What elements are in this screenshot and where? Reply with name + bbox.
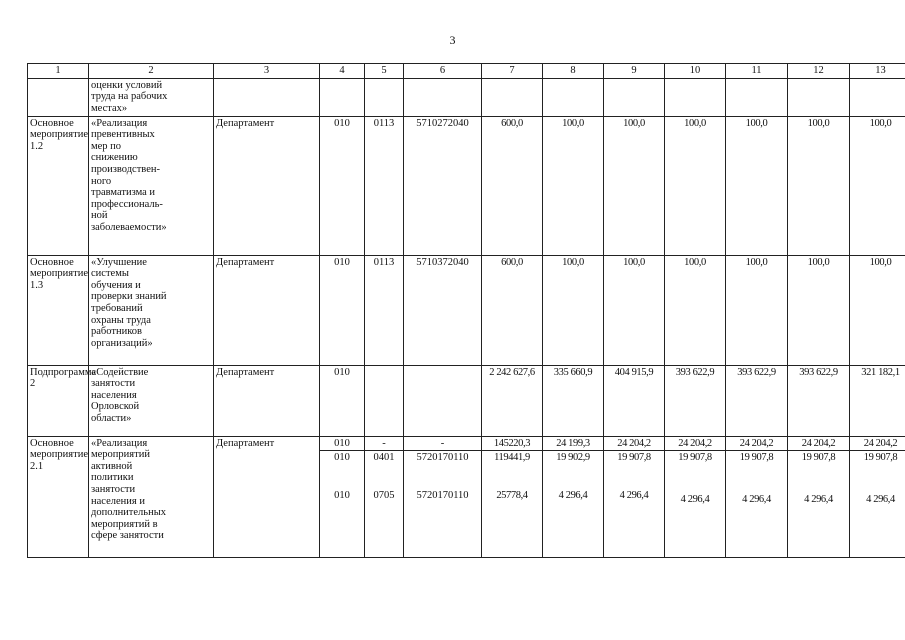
header-cell: 4 — [320, 64, 365, 79]
row-title: «Содействие занятости населения Орловской области» — [89, 365, 214, 436]
row-name: Подпрограмма 2 — [28, 365, 89, 436]
value-cell: 119441,9 — [494, 452, 530, 464]
value-cell: 24 204,2 — [850, 436, 905, 451]
header-cell: 3 — [214, 64, 320, 79]
row-name: Основное мероприятие 1.2 — [28, 116, 89, 255]
value-cell: 100,0 — [726, 255, 788, 365]
continuation-row — [28, 78, 905, 116]
value-cell: 4 296,4 — [680, 493, 710, 505]
value-group — [788, 451, 850, 558]
value-cell: 404 915,9 — [604, 365, 665, 436]
table-row-total — [28, 436, 905, 451]
value-cell: 24 199,3 — [543, 436, 604, 451]
value-cell: 100,0 — [788, 116, 850, 255]
value-cell: 25778,4 — [496, 489, 528, 501]
value-group — [726, 451, 788, 558]
value-group — [482, 451, 543, 558]
code-target: 5710372040 — [404, 255, 482, 365]
code-target: 5710272040 — [404, 116, 482, 255]
table-row — [28, 255, 905, 365]
value-cell: 100,0 — [604, 255, 665, 365]
value-cell: 600,0 — [482, 116, 543, 255]
row-name: Основное мероприятие 2.1 — [28, 436, 89, 558]
row-responsible: Департамент — [214, 255, 320, 365]
code-grbs: 010 — [320, 116, 365, 255]
header-cell: 7 — [482, 64, 543, 79]
value-cell: 100,0 — [665, 255, 726, 365]
code-target — [404, 365, 482, 436]
value-cell: 145220,3 — [482, 436, 543, 451]
table-row — [28, 116, 905, 255]
header-cell: 13 — [850, 64, 905, 79]
continuation-text: оценки условий труда на рабочих местах» — [89, 78, 214, 116]
header-cell: 12 — [788, 64, 850, 79]
value-cell: 24 204,2 — [788, 436, 850, 451]
value-cell: 19 907,8 — [739, 452, 774, 464]
value-cell: 4 296,4 — [558, 489, 588, 501]
header-cell: 10 — [665, 64, 726, 79]
code-target: 5720170110 — [416, 452, 469, 464]
code-section: 0113 — [365, 116, 404, 255]
value-cell: 393 622,9 — [726, 365, 788, 436]
code-grbs: 010 — [334, 489, 350, 501]
code-section: 0401 — [373, 452, 395, 464]
code-section-group — [365, 451, 404, 558]
header-row — [28, 64, 905, 79]
header-cell: 11 — [726, 64, 788, 79]
header-cell: 1 — [28, 64, 89, 79]
value-cell: 4 296,4 — [804, 493, 833, 505]
row-responsible: Департамент — [214, 116, 320, 255]
value-cell: 335 660,9 — [543, 365, 604, 436]
table-row — [28, 365, 905, 436]
page-number: 3 — [449, 33, 456, 47]
value-cell: 19 907,8 — [863, 452, 898, 464]
value-cell: 24 204,2 — [604, 436, 665, 451]
budget-table — [27, 63, 905, 558]
header-cell: 5 — [365, 64, 404, 79]
value-cell: 100,0 — [543, 255, 604, 365]
code-section: 0705 — [373, 489, 395, 501]
value-cell: 100,0 — [788, 255, 850, 365]
row-responsible: Департамент — [214, 436, 320, 558]
code-grbs: 010 — [320, 255, 365, 365]
row-title: «Улучшение системы обучения и проверки знаний требований охраны труда работников организаций» — [89, 255, 214, 365]
row-name: Основное мероприятие 1.3 — [28, 255, 89, 365]
value-cell: 4 296,4 — [619, 489, 649, 501]
value-cell: 19 907,8 — [801, 452, 836, 464]
value-cell: 100,0 — [543, 116, 604, 255]
value-cell: 100,0 — [665, 116, 726, 255]
code-grbs: 010 — [334, 452, 350, 464]
code-target: - — [404, 436, 482, 451]
value-cell: 100,0 — [850, 255, 905, 365]
value-cell: 4 296,4 — [866, 493, 895, 505]
header-cell: 6 — [404, 64, 482, 79]
code-target: 5720170110 — [416, 489, 469, 501]
value-cell: 4 296,4 — [742, 493, 771, 505]
header-cell: 8 — [543, 64, 604, 79]
header-cell: 2 — [89, 64, 214, 79]
code-section: 0113 — [365, 255, 404, 365]
header-cell: 9 — [604, 64, 665, 79]
value-cell: 393 622,9 — [665, 365, 726, 436]
value-group — [665, 451, 726, 558]
value-cell: 24 204,2 — [726, 436, 788, 451]
row-title: «Реализация превентивных мер по снижению производствен- ного травматизма и профессиональ- ной заболеваемости» — [89, 116, 214, 255]
row-responsible: Департамент — [214, 365, 320, 436]
value-cell: 393 622,9 — [788, 365, 850, 436]
code-section: - — [365, 436, 404, 451]
code-target-group — [404, 451, 482, 558]
value-cell: 100,0 — [726, 116, 788, 255]
value-cell: 100,0 — [604, 116, 665, 255]
value-group — [604, 451, 665, 558]
value-cell: 321 182,1 — [850, 365, 905, 436]
value-cell: 24 204,2 — [665, 436, 726, 451]
code-grbs: 010 — [320, 365, 365, 436]
row-title: «Реализация мероприятий активной политики занятости населения и дополнительных мероприятий в сфере занятости — [89, 436, 214, 558]
value-cell: 600,0 — [482, 255, 543, 365]
value-cell: 19 902,9 — [556, 452, 590, 464]
code-grbs-group — [320, 451, 365, 558]
value-cell: 100,0 — [850, 116, 905, 255]
code-section — [365, 365, 404, 436]
value-group — [850, 451, 905, 558]
value-cell: 2 242 627,6 — [482, 365, 543, 436]
value-cell: 19 907,8 — [678, 452, 712, 464]
value-group — [543, 451, 604, 558]
code-grbs: 010 — [320, 436, 365, 451]
value-cell: 19 907,8 — [617, 452, 651, 464]
